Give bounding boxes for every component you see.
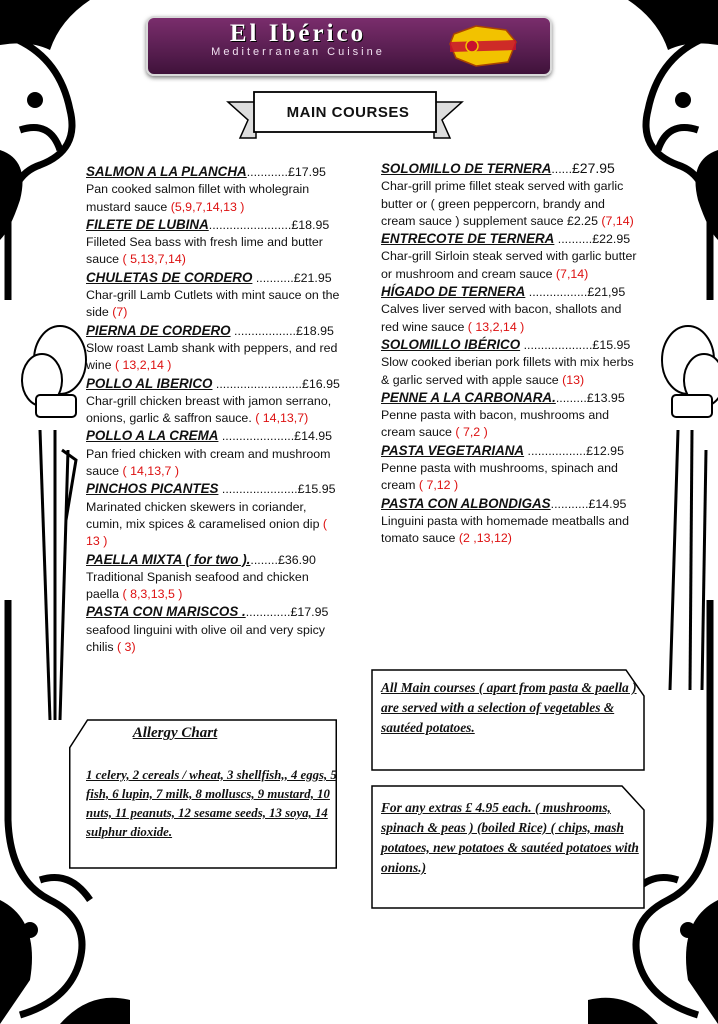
brand-name: El Ibérico xyxy=(229,20,367,47)
menu-item xyxy=(86,603,342,656)
leader-dots: ......... xyxy=(555,390,587,405)
dish-name: PASTA CON MARISCOS . xyxy=(86,604,246,620)
dish-name: FILETE DE LUBINA xyxy=(86,216,209,232)
allergen-codes: ( 8,3,13,5 ) xyxy=(122,587,183,602)
dish-price: £13.95 xyxy=(586,390,625,405)
dish-description: Traditional Spanish seafood and chicken paella xyxy=(86,569,309,602)
dish-description: seafood linguini with olive oil and very spicy chilis xyxy=(86,622,325,655)
served-with-note: All Main courses ( apart from pasta & paella ) are served with a selection of vegetables & sautéed potatoes. xyxy=(381,680,637,735)
allergy-chart-title: Allergy Chart xyxy=(132,725,218,741)
dish-description: Pan fried chicken with cream and mushroom sauce xyxy=(86,446,331,479)
allergen-codes: (7,14) xyxy=(601,213,634,228)
dish-price: £17.95 xyxy=(290,605,329,620)
menu-column-right xyxy=(381,160,637,548)
dish-name: PENNE A LA CARBONARA. xyxy=(381,389,556,405)
menu-item xyxy=(381,336,637,389)
allergen-codes: ( 13,2,14 ) xyxy=(467,319,525,334)
leader-dots: ........ xyxy=(250,552,278,567)
leader-dots: ............. xyxy=(245,605,291,620)
dish-price: £18.95 xyxy=(296,323,334,338)
leader-dots: .......... xyxy=(554,232,593,247)
leader-dots: ............ xyxy=(246,165,288,179)
allergen-codes: (7,14) xyxy=(555,266,589,281)
dish-name: SOLOMILLO IBÉRICO xyxy=(381,336,521,352)
allergen-codes: ( 13 ) xyxy=(86,516,328,549)
menu-item xyxy=(86,269,342,322)
dish-name: POLLO AL IBERICO xyxy=(86,375,213,391)
dish-price: £36.90 xyxy=(277,552,316,567)
menu-item xyxy=(86,216,342,269)
dish-price: £21.95 xyxy=(293,270,332,285)
allergen-codes: ( 14,13,7) xyxy=(255,411,309,426)
menu-item xyxy=(86,551,342,604)
leader-dots: ...... xyxy=(551,162,573,176)
dish-description: Char-grill Sirloin steak served with garlic butter or mushroom and cream sauce xyxy=(381,249,637,281)
dish-description: Char-grill Lamb Cutlets with mint sauce on the side xyxy=(86,288,340,320)
dish-description: Filleted Sea bass with fresh lime and butter sauce xyxy=(86,235,323,267)
menu-item xyxy=(381,283,637,336)
leader-dots: ........... xyxy=(252,270,294,285)
menu-item xyxy=(381,495,637,548)
header-banner xyxy=(146,16,552,76)
menu-item xyxy=(86,322,342,375)
dish-description: Penne pasta with mushrooms, spinach and cream xyxy=(381,461,618,493)
allergy-chart-text: 1 celery, 2 cereals / wheat, 3 shellfish,, 4 eggs, 5 fish, 6 lupin, 7 milk, 8 molluscs, 9 mustard, 10 nuts, 11 peanuts, 12 sesame seeds, 13 soya, 14 sulphur dioxide. xyxy=(86,768,337,839)
allergen-codes: (7) xyxy=(112,305,128,320)
dish-description: Calves liver served with bacon, shallots and red wine sauce xyxy=(381,302,622,334)
leader-dots: ........... xyxy=(550,496,589,511)
dish-price: £15.95 xyxy=(297,482,336,497)
allergen-codes: ( 14,13,7 ) xyxy=(122,464,179,479)
allergen-codes: (13) xyxy=(562,372,585,387)
dish-price: £17.95 xyxy=(288,165,326,179)
menu-item xyxy=(381,442,637,495)
dish-price: £22.95 xyxy=(592,232,631,247)
dish-description: Penne pasta with bacon, mushrooms and cream sauce xyxy=(381,408,609,440)
dish-name: PAELLA MIXTA ( for two ). xyxy=(86,551,251,567)
menu-item xyxy=(381,389,637,442)
dish-name: PASTA VEGETARIANA xyxy=(381,442,525,458)
dish-description: Char-grill chicken breast with jamon serrano, onions, garlic & saffron sauce. xyxy=(86,393,332,426)
dish-price: £16.95 xyxy=(302,376,340,391)
section-title: MAIN COURSES xyxy=(286,104,410,121)
dish-name: ENTRECOTE DE TERNERA xyxy=(381,231,555,247)
menu-column-left xyxy=(86,163,342,656)
dish-description: Slow roast Lamb shank with peppers, and red wine xyxy=(86,340,338,373)
dish-price: £27.95 xyxy=(572,160,615,176)
brand-tagline: Mediterranean Cuisine xyxy=(211,46,385,58)
menu-item xyxy=(86,427,342,480)
dish-price: £15.95 xyxy=(592,337,631,352)
leader-dots: .................... xyxy=(520,337,593,352)
menu-item xyxy=(381,230,637,283)
dish-name: PIERNA DE CORDERO xyxy=(86,322,231,338)
allergen-codes: ( 7,12 ) xyxy=(418,478,459,493)
dish-price: £14.95 xyxy=(588,496,627,511)
dish-price: £12.95 xyxy=(586,443,624,458)
allergen-codes: (5,9,7,14,13 ) xyxy=(170,199,245,214)
allergen-codes: ( 13,2,14 ) xyxy=(114,358,172,373)
menu-item xyxy=(381,160,637,230)
leader-dots: ..................... xyxy=(218,429,295,444)
menu-item xyxy=(86,480,342,550)
dish-name: HÍGADO DE TERNERA xyxy=(381,284,526,300)
menu-item xyxy=(86,375,342,428)
allergen-codes: ( 5,13,7,14) xyxy=(122,252,186,267)
dish-description: Char-grill prime fillet steak served with garlic butter or ( green peppercorn, brandy and cream sauce ) supplement sauce £2.25 xyxy=(381,179,624,228)
dish-name: CHULETAS DE CORDERO xyxy=(86,269,253,285)
dish-name: SOLOMILLO DE TERNERA xyxy=(381,161,552,176)
dish-name: SALMON A LA PLANCHA xyxy=(86,164,247,179)
extras-note: For any extras £ 4.95 each. ( mushrooms, spinach & peas ) (boiled Rice) ( chips, mash potatoes, new potatoes & sautéed potatoes with onions.) xyxy=(381,800,639,875)
leader-dots: ................. xyxy=(524,443,587,458)
dish-price: £14.95 xyxy=(294,429,333,444)
dish-description: Slow cooked iberian pork fillets with mix herbs & garlic served with apple sauce xyxy=(381,355,634,387)
dish-name: PASTA CON ALBONDIGAS xyxy=(381,495,551,511)
dish-name: POLLO A LA CREMA xyxy=(86,428,219,444)
dish-name: PINCHOS PICANTES xyxy=(86,481,219,497)
leader-dots: ......................... xyxy=(212,376,302,391)
dish-price: £21,95 xyxy=(587,285,626,300)
menu-item xyxy=(86,163,342,216)
spain-map-icon xyxy=(446,22,520,70)
leader-dots: .................. xyxy=(230,323,297,338)
allergen-codes: (2 ,13,12) xyxy=(458,531,512,546)
leader-dots: ........................ xyxy=(208,217,292,232)
allergen-codes: ( 7,2 ) xyxy=(455,425,488,440)
dish-description: Pan cooked salmon fillet with wholegrain mustard sauce xyxy=(86,182,310,214)
dish-description: Linguini pasta with homemade meatballs and tomato sauce xyxy=(381,513,629,546)
allergen-codes: ( 3) xyxy=(116,640,136,655)
dish-description: Marinated chicken skewers in coriander, cumin, mix spices & caramelised onion dip xyxy=(86,499,323,531)
leader-dots: ................. xyxy=(525,285,588,300)
leader-dots: ...................... xyxy=(218,482,298,497)
dish-price: £18.95 xyxy=(291,217,330,232)
